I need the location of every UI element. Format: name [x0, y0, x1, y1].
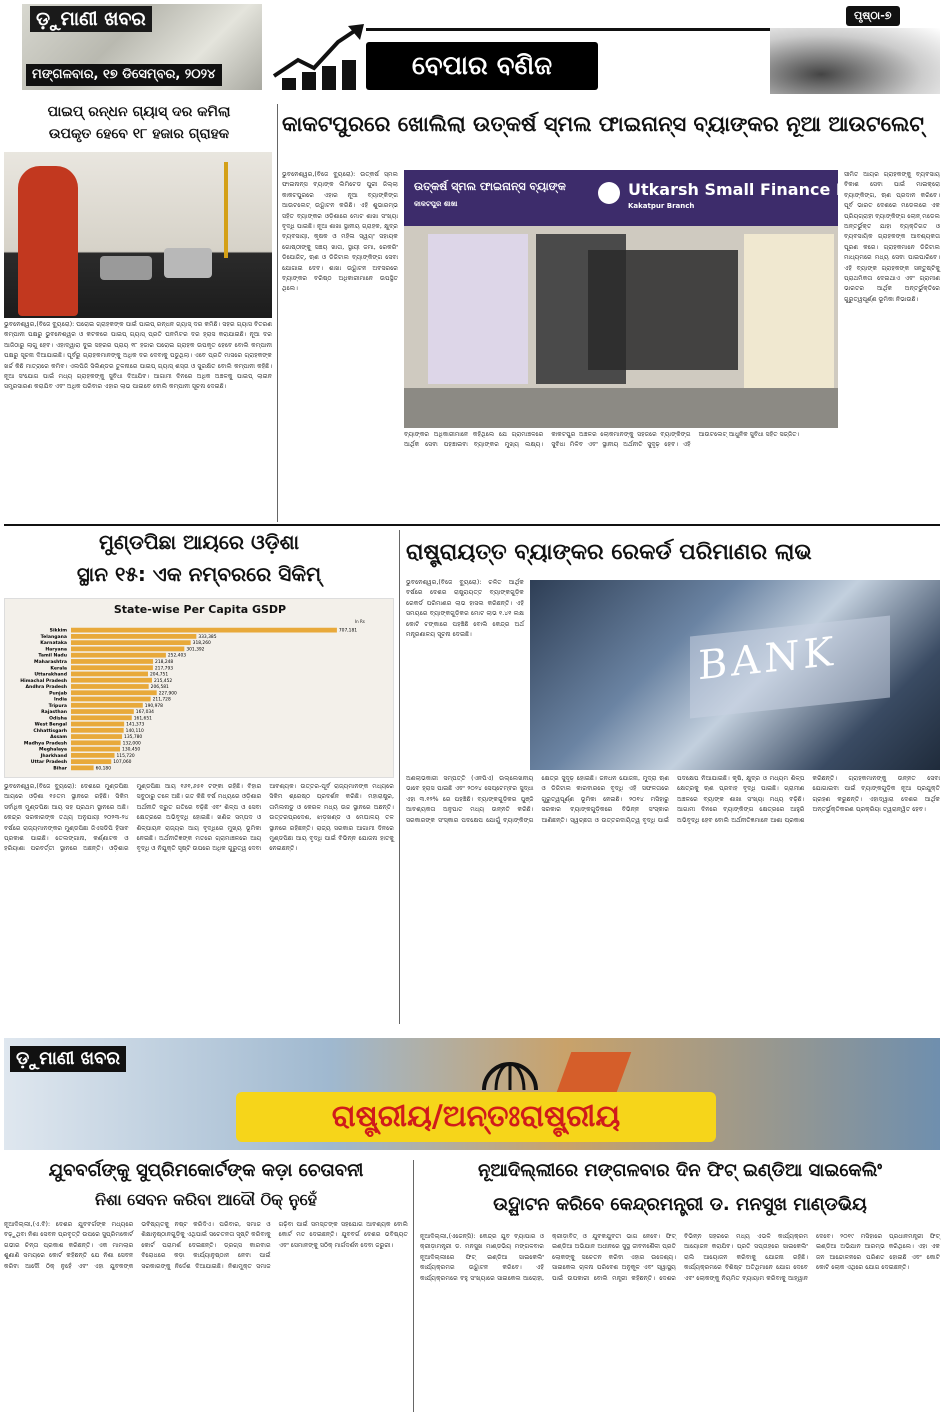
masthead-date: ମଙ୍ଗଳବାର, ୧୭ ଡିସେମ୍ବର, ୨୦୨୪ — [26, 64, 222, 86]
chart-category-label: Karnataka — [40, 641, 67, 647]
sign-english: Utkarsh Small Finance Ban — [628, 180, 871, 199]
chart-value-label: 107,060 — [113, 760, 132, 766]
masthead — [0, 0, 945, 100]
chart-bar — [71, 734, 122, 739]
chart-bar — [71, 628, 337, 633]
chart-category-label: Bihar — [53, 766, 67, 772]
chart-value-label: 141,373 — [126, 722, 145, 728]
section-title: ବେପାର ବଣିଜ — [366, 42, 598, 90]
chart-bar — [71, 765, 94, 770]
chart-value-label: 190,978 — [144, 703, 163, 709]
chart-value-label: 215,452 — [154, 678, 173, 684]
chart-value-label: 217,793 — [154, 666, 174, 672]
chart-bar — [71, 640, 191, 645]
chart-value-label: 130,450 — [122, 747, 141, 753]
chart-bar — [71, 684, 149, 689]
utkarsh-body-right: ସୀମିତ ଆୟର ଗ୍ରାହକଙ୍କୁ ବ୍ୟବସାୟ ବିକାଶ ସେବା ପାଇଁ ମାଇକ୍ରୋ ବ୍ୟାଙ୍କିଙ୍ଗ, ଋଣ ପ୍ରଦାନ କରିବେ। ପୂର୍ବ ଭାରତ ଦେଶରେ ମଡେଲରେ ଏକ ପ୍ରିୟଗ୍ରାହୀ ବ୍ୟାଙ୍କିଙ୍ଗ ଲୋନ୍ ମଡେଲ ଅନ୍ତର୍ଭୁକ୍ତ ଯାହା ବ୍ୟକ୍ତିଗତ ଓ ବ୍ୟବସାୟିକ ଗ୍ରାହକଙ୍କ ଆବଶ୍ୟକତା ପୂରଣ କରେ। ଗ୍ରାହକମାନେ ଡିଜିଟାଲ ମାଧ୍ୟମରେ ମଧ୍ୟ ସେବା ପାଇପାରିବେ। ଏହି ବ୍ୟାଙ୍କ ଗ୍ରାହକଙ୍କ ସନ୍ତୁଷ୍ଟିକୁ ପ୍ରାଥମିକତା ଦେଇଥାଏ ଏବଂ ଗ୍ରାମୀଣ ଭାରତର ଆର୍ଥିକ ଅନ୍ତର୍ଭୁକ୍ତିରେ ଗୁରୁତ୍ୱପୂର୍ଣ୍ଣ ଭୂମିକା ନିଭାଉଛି। — [844, 171, 940, 303]
court-body: ନୂଆଦିଲ୍ଲୀ,(ଏ.ବି): ଦେଶର ଯୁବବର୍ଗଙ୍କ ମଧ୍ୟରେ ବଢ଼ୁଥିବା ନିଶା ସେବନ ପ୍ରବୃତ୍ତି ଉପରେ ସୁପ୍ରିମକୋର୍ଟ ଗଭୀର ଚିନ୍ତା ପ୍ରକାଶ କରିଛନ୍ତି। ଏକ ମାମଲାର ଶୁଣାଣି ସମୟରେ କୋର୍ଟ କହିଛନ୍ତି ଯେ ନିଶା ସେବନ କରିବା ଆଦୌ ଠିକ୍ ନୁହେଁ ଏବଂ ଏହା ଯୁବକଙ୍କ ଭବିଷ୍ୟତକୁ ନଷ୍ଟ କରିଦିଏ। ପରିବାର, ସମାଜ ଓ ଶିକ୍ଷାନୁଷ୍ଠାନଗୁଡ଼ିକୁ ଏଥିପାଇଁ ସଚେତନତା ସୃଷ୍ଟି କରିବାକୁ କୋର୍ଟ ପରାମର୍ଶ ଦେଇଛନ୍ତି। ଡ୍ରଗ୍ସ କାରବାର ବିରୋଧରେ କଡ଼ା କାର୍ଯ୍ୟାନୁଷ୍ଠାନ ନେବା ପାଇଁ ସରକାରଙ୍କୁ ନିର୍ଦ୍ଦେଶ ଦିଆଯାଇଛି। ନିଶାମୁକ୍ତ ସମାଜ ଗଢ଼ିବା ପାଇଁ ସମସ୍ତଙ୍କ ସହଯୋଗ ଆବଶ୍ୟକ ବୋଲି କୋର୍ଟ ମତ ଦେଇଛନ୍ତି। ଯୁବବର୍ଗ ଦେଶର ଭବିଷ୍ୟତ ଏବଂ ସେମାନଙ୍କୁ ସଠିକ୍ ମାର୍ଗଦର୍ଶନ ଦେବା ଜରୁରୀ। — [4, 1221, 408, 1270]
gsdp-body: ଭୁବନେଶ୍ୱର,(ବିଜେ ବ୍ୟୁରୋ): ଦେଶରେ ମୁଣ୍ଡପିଛା ଆୟରେ ଓଡ଼ିଶା ୧୫ତମ ସ୍ଥାନରେ ରହିଛି। ସିକିମ ସର୍ବାଧିକ ମୁଣ୍ଡପିଛା ଆୟ ସହ ପ୍ରଥମ ସ୍ଥାନରେ ଅଛି। କେନ୍ଦ୍ର ସରକାରଙ୍କ ତଥ୍ୟ ଅନୁଯାୟୀ ୨୦୨୩-୨୪ ବର୍ଷରେ ରାଜ୍ୟମାନଙ୍କର ମୁଣ୍ଡପିଛା ଜିଏସଡିପି ହିସାବ ପ୍ରକାଶ ପାଇଛି। ତେଲଙ୍ଗାନା, କର୍ଣ୍ଣାଟକ ଓ ହରିୟାଣା ପରବର୍ତ୍ତୀ ସ୍ଥାନରେ ଅଛନ୍ତି। ଓଡ଼ିଶାର ମୁଣ୍ଡପିଛା ଆୟ ୧୬୧,୬୫୧ ଟଙ୍କା ରହିଛି। ବିହାର ସବୁଠାରୁ ତଳେ ଅଛି। ଗତ କିଛି ବର୍ଷ ମଧ୍ୟରେ ଓଡ଼ିଶାର ଅର୍ଥନୀତି ଦ୍ରୁତ ଗତିରେ ବଢ଼ିଛି ଏବଂ ଶିଳ୍ପ ଓ ସେବା କ୍ଷେତ୍ରରେ ଅଭିବୃଦ୍ଧି ହୋଇଛି। ଖଣିଜ ସମ୍ପଦ ଓ ଶିଳ୍ପାୟନ ରାଜ୍ୟର ଆୟ ବୃଦ୍ଧିରେ ମୁଖ୍ୟ ଭୂମିକା ନେଇଛି। ଅର୍ଥନୀତିଜ୍ଞଙ୍କ ମତରେ ଗ୍ରାମାଞ୍ଚଳରେ ଆୟ ବୃଦ୍ଧି ଓ ନିଯୁକ୍ତି ସୃଷ୍ଟି ଉପରେ ଅଧିକ ଗୁରୁତ୍ୱ ଦେବା ଆବଶ୍ୟକ। ଉତ୍ତର-ପୂର୍ବ ରାଜ୍ୟମାନଙ୍କ ମଧ୍ୟରେ ସିକିମ ଶ୍ରେଷ୍ଠ ପ୍ରଦର୍ଶନ କରିଛି। ମହାରାଷ୍ଟ୍ର, ତାମିଲନାଡୁ ଓ କେରଳ ମଧ୍ୟ ଉଚ୍ଚ ସ୍ଥାନରେ ଅଛନ୍ତି। ଉତ୍ତରପ୍ରଦେଶ, ଝାଡ଼ଖଣ୍ଡ ଓ ମେଘାଳୟ ତଳ ସ୍ଥାନରେ ରହିଛନ୍ତି। ରାଜ୍ୟ ସରକାର ଆଗାମୀ ଦିନରେ ମୁଣ୍ଡପିଛା ଆୟ ବୃଦ୍ଧି ପାଇଁ ବିଭିନ୍ନ ଯୋଜନା ହାତକୁ ନେଇଛନ୍ତି। — [4, 783, 394, 853]
chart-category-label: Assam — [50, 735, 67, 741]
chart-bar — [71, 634, 196, 639]
chart-category-label: Punjab — [49, 691, 67, 697]
chart-value-label: 707,181 — [338, 628, 358, 634]
column-rule — [277, 104, 278, 522]
growth-chart-icon — [268, 20, 368, 92]
chart-value-label: 206,581 — [150, 685, 169, 691]
sign-odia: ଉତ୍କର୍ଷ ସ୍ମଲ ଫାଇନାନ୍ସ ବ୍ୟାଙ୍କ — [414, 180, 566, 193]
chart-bar — [71, 697, 151, 702]
chart-title: State-wise Per Capita GSDP — [113, 603, 287, 616]
chart-bar — [71, 678, 152, 683]
chart-category-label: Himachal Pradesh — [20, 678, 67, 684]
national-section-title: ରାଷ୍ଟ୍ରୀୟ/ଅନ୍ତଃରାଷ୍ଟ୍ରୀୟ — [236, 1092, 716, 1142]
flag-shape — [557, 1052, 632, 1092]
chart-value-label: 252,403 — [167, 653, 187, 659]
chart-category-label: Uttar Pradesh — [30, 760, 67, 766]
court-headline-line1: ଯୁବବର୍ଗଙ୍କୁ ସୁପ୍ରିମକୋର୍ଟଙ୍କ କଡ଼ା ଚେତାବନୀ — [48, 1160, 364, 1181]
chart-plot — [5, 621, 393, 777]
chart-bar — [71, 722, 124, 727]
chart-category-label: Andhra Pradesh — [25, 685, 67, 691]
bank-sign: BANK — [698, 628, 838, 690]
utkarsh-body-mid: ବ୍ୟାଙ୍କର ଅଧିକାରୀମାନେ କହିଥିଲେ ଯେ ଗ୍ରାମାଞ୍ଚଳରେ ଆର୍ଥିକ ସେବା ପହଞ୍ଚାଇବା ବ୍ୟାଙ୍କର ମୁଖ୍ୟ ଲକ୍ଷ୍ୟ। କାକଟପୁର ଅଞ୍ଚଳର ଲୋକମାନଙ୍କୁ ସହଜରେ ବ୍ୟାଙ୍କିଙ୍ଗ ସୁବିଧା ମିଳିବ ଏବଂ ସ୍ଥାନୀୟ ଅର୍ଥନୀତି ସୁଦୃଢ଼ ହେବ। ଏହି ଆଉଟଲେଟ୍ ଆଧୁନିକ ସୁବିଧା ସହିତ ସଜ୍ଜିତ। — [404, 431, 800, 449]
kitchen-gas-photo — [4, 152, 272, 318]
globe-icon — [480, 1046, 540, 1090]
cycling-headline-line1: ନୂଆଦିଲ୍ଲୀରେ ମଙ୍ଗଳବାର ଦିନ ଫିଟ୍ ଇଣ୍ଡିଆ ସାଇକେଲିଂ — [478, 1160, 882, 1181]
chart-value-label: 211,728 — [152, 697, 171, 703]
chart-category-label: Rajasthan — [41, 710, 67, 716]
chart-value-label: 301,392 — [186, 647, 205, 653]
gsdp-chart — [4, 598, 394, 778]
chart-category-label: Tripura — [48, 703, 67, 709]
chart-bar — [71, 715, 132, 720]
cycling-headline-line2: ଉଦ୍ଘାଟନ କରିବେ କେନ୍ଦ୍ରମନ୍ତ୍ରୀ ଡ. ମନସୁଖ ମାଣ୍ଡଭିୟ — [493, 1194, 867, 1215]
chart-category-label: Sikkim — [49, 628, 67, 634]
chart-bar — [71, 703, 143, 708]
cycling-body: ନୂଆଦିଲ୍ଲୀ,(ଏଜେନ୍ସି): କେନ୍ଦ୍ର ଯୁବ ବ୍ୟାପାର ଓ କ୍ରୀଡ଼ାମନ୍ତ୍ରୀ ଡ. ମନସୁଖ ମାଣ୍ଡଭିୟ ମଙ୍ଗଳବାର ନୂଆଦିଲ୍ଲୀରେ ଫିଟ୍ ଇଣ୍ଡିଆ ସାଇକେଲିଂ କାର୍ଯ୍ୟକ୍ରମର ଉଦ୍ଘାଟନ କରିବେ। ଏହି କାର୍ଯ୍ୟକ୍ରମରେ ବହୁ ସଂଖ୍ୟାରେ ସାଇକେଲ ଆରୋହୀ, କ୍ରୀଡ଼ାବିତ୍ ଓ ଯୁବକଯୁବତୀ ଭାଗ ନେବେ। ଫିଟ୍ ଇଣ୍ଡିଆ ଅଭିଯାନ ଅଧୀନରେ ସୁସ୍ଥ ଜୀବନଶୈଳୀ ପ୍ରତି ଲୋକଙ୍କୁ ସଚେତନ କରିବା ଏହାର ଉଦ୍ଦେଶ୍ୟ। ସାଇକେଲ ଚାଳନା ପରିବେଶ ଅନୁକୂଳ ଏବଂ ସ୍ୱାସ୍ଥ୍ୟ ପାଇଁ ଉପକାରୀ ବୋଲି ମନ୍ତ୍ରୀ କହିଛନ୍ତି। ଦେଶର ବିଭିନ୍ନ ସହରରେ ମଧ୍ୟ ଏଭଳି କାର୍ଯ୍ୟକ୍ରମ ଆୟୋଜନ କରାଯିବ। ପ୍ରତି ସପ୍ତାହରେ ସାଇକେଲିଂ ରାଲି ଆୟୋଜନ କରିବାକୁ ଯୋଜନା ରହିଛି। କାର୍ଯ୍ୟକ୍ରମରେ ବିଶିଷ୍ଟ ଅତିଥିମାନେ ଯୋଗ ଦେବେ ଏବଂ ଲୋକଙ୍କୁ ନିୟମିତ ବ୍ୟାୟାମ କରିବାକୁ ଆହ୍ୱାନ ଦେବେ। ୨୦୧୯ ମସିହାରେ ପ୍ରଧାନମନ୍ତ୍ରୀ ଫିଟ୍ ଇଣ୍ଡିଆ ଅଭିଯାନ ଆରମ୍ଭ କରିଥିଲେ। ଏହା ଏକ ଜନ ଆନ୍ଦୋଳନରେ ପରିଣତ ହୋଇଛି ଏବଂ କୋଟି କୋଟି ଲୋକ ଏଥିରେ ଯୋଗ ଦେଇଛନ୍ତି। — [420, 1233, 940, 1282]
sign-branch-english: Kakatpur Branch — [628, 202, 695, 210]
coins-photo — [770, 28, 940, 94]
chart-category-label: India — [54, 697, 67, 703]
bank-building-photo — [530, 580, 940, 770]
utkarsh-body-left: ଭୁବନେଶ୍ୱର,(ବିଜେ ବ୍ୟୁରୋ): ଉତ୍କର୍ଷ ସ୍ମଲ ଫାଇନାନ୍ସ ବ୍ୟାଙ୍କ ଲିମିଟେଡ ପୁରୀ ଜିଲ୍ଲା କାକଟପୁରରେ ଏହାର ନୂଆ ବ୍ୟାଙ୍କିଙ୍ଗ ଆଉଟଲେଟ୍ ଉଦ୍ଘାଟନ କରିଛି। ଏହି ଶୁଭାରମ୍ଭ ସହିତ ବ୍ୟାଙ୍କର ଓଡ଼ିଶାରେ ମୋଟ ଶାଖା ସଂଖ୍ୟା ବୃଦ୍ଧି ପାଇଛି। ନୂଆ ଶାଖା ସ୍ଥାନୀୟ ଗ୍ରାହକ, କ୍ଷୁଦ୍ର ବ୍ୟବସାୟୀ, କୃଷକ ଓ ମହିଳା ସ୍ୱୟଂ ସହାୟକ ଗୋଷ୍ଠୀଙ୍କୁ ସଞ୍ଚୟ ଖାତା, ସ୍ଥାୟୀ ଜମା, ରେକରିଂ ଡିପୋଜିଟ୍, ଋଣ ଓ ଡିଜିଟାଲ ବ୍ୟାଙ୍କିଙ୍ଗ ସେବା ଯୋଗାଇ ଦେବ। ଶାଖା ଉଦ୍ଘାଟନ ଅବସରରେ ବ୍ୟାଙ୍କର ବରିଷ୍ଠ ଅଧିକାରୀମାନେ ଉପସ୍ଥିତ ଥିଲେ। — [282, 171, 398, 293]
chart-value-label: 60,180 — [95, 766, 112, 772]
banner-paper-name: ଡ଼ୁମାଣୀ ଖବର — [10, 1046, 126, 1072]
chart-category-label: Odisha — [49, 716, 67, 722]
chart-bar — [71, 672, 148, 677]
chart-bar — [71, 753, 115, 758]
column-rule-2 — [399, 530, 400, 1024]
chart-value-label: 218,248 — [155, 660, 174, 665]
chart-category-label: West Bengal — [34, 722, 67, 728]
gas-headline-line2: ଉପକୃତ ହେବେ ୧୮ ହଜାର ଗ୍ରାହକ — [48, 126, 230, 142]
chart-category-label: Madhya Pradesh — [23, 741, 67, 747]
chart-value-label: 132,000 — [122, 741, 141, 747]
chart-bar — [71, 665, 153, 670]
chart-category-label: Haryana — [45, 647, 67, 653]
chart-value-label: 161,651 — [133, 716, 152, 722]
chart-bar — [71, 647, 184, 652]
chart-value-label: 115,720 — [116, 753, 135, 759]
chart-unit: In Rs — [355, 619, 365, 624]
chart-category-label: Chhattisgarh — [33, 728, 67, 734]
chart-bar — [71, 728, 124, 733]
chart-value-label: 204,751 — [149, 672, 169, 678]
chart-category-label: Jharkhand — [40, 753, 67, 759]
column-rule-3 — [413, 1160, 414, 1412]
gsdp-headline-line2: ସ୍ଥାନ ୧୫: ଏକ ନମ୍ବରରେ ସିକିମ୍ — [76, 562, 322, 586]
chart-value-label: 318,260 — [192, 641, 211, 647]
chart-bar — [71, 653, 166, 658]
chart-value-label: 333,385 — [198, 634, 217, 640]
chart-bar — [71, 759, 111, 764]
chart-value-label: 227,900 — [158, 691, 177, 697]
chart-category-label: Uttarakhand — [34, 672, 67, 678]
rbi-headline: ରାଷ୍ଟ୍ରାୟତ୍ତ ବ୍ୟାଙ୍କର ରେକର୍ଡ ପରିମାଣର ଲାଭ — [406, 540, 812, 565]
gsdp-headline-line1: ମୁଣ୍ଡପିଛା ଆୟରେ ଓଡ଼ିଶା — [98, 530, 300, 554]
chart-bar — [71, 709, 134, 714]
chart-category-label: Meghalaya — [39, 747, 67, 753]
bank-branch-photo — [404, 170, 871, 428]
chart-category-label: Tamil Nadu — [38, 653, 67, 659]
chart-bar — [71, 747, 120, 752]
gas-headline-line1: ପାଇପ୍ ରନ୍ଧନ ଗ୍ୟାସ୍ ଦର କମିଲା — [47, 104, 231, 120]
chart-category-label: Kerala — [50, 666, 67, 672]
chart-value-label: 135,780 — [124, 735, 143, 741]
gas-body: ଭୁବନେଶ୍ୱର,(ବିଜେ ବ୍ୟୁରୋ): ଘରୋଇ ଗ୍ରାହକଙ୍କ ପାଇଁ ପାଇପ୍ ରନ୍ଧନ ଗ୍ୟାସ୍ ଦର କମିଛି। ସହର ଗ୍ୟାସ ବିତରଣ କମ୍ପାନୀ ପକ୍ଷରୁ ଭୁବନେଶ୍ୱର ଓ କଟକରେ ପାଇପ୍ ଗ୍ୟାସ୍ ପ୍ରତି ଘନମିଟର ଦର ହ୍ରାସ କରାଯାଇଛି। ନୂଆ ଦର ଆଜିଠାରୁ ଲାଗୁ ହେବ। ଏହାଦ୍ୱାରା ଦୁଇ ସହରର ପ୍ରାୟ ୧୮ ହଜାର ଘରୋଇ ଗ୍ରାହକ ଉପକୃତ ହେବେ ବୋଲି କମ୍ପାନୀ ପକ୍ଷରୁ ସୂଚନା ଦିଆଯାଇଛି। ପୂର୍ବରୁ ଗ୍ରାହକମାନଙ୍କୁ ଅଧିକ ଦର ଦେବାକୁ ପଡୁଥିଲା। ଏବେ ପ୍ରତି ମାସରେ ଗ୍ରାହକଙ୍କ ଖର୍ଚ୍ଚ କିଛି ମାତ୍ରାରେ କମିବ। ଏଲପିଜି ସିଲିଣ୍ଡର ତୁଳନାରେ ପାଇପ୍ ଗ୍ୟାସ୍ ଶସ୍ତା ଓ ସୁରକ୍ଷିତ ବୋଲି କମ୍ପାନୀ କହିଛି। ନୂଆ ସଂଯୋଗ ପାଇଁ ମଧ୍ୟ ଗ୍ରାହକଙ୍କୁ ସୁବିଧା ଦିଆଯିବ। ଆଗାମୀ ଦିନରେ ଅଧିକ ଅଞ୍ଚଳକୁ ପାଇପ୍ ଲାଇନ ସମ୍ପ୍ରସାରଣ କରାଯିବ ଏବଂ ଅଧିକ ପରିବାର ଏହାର ଲାଭ ପାଇବେ ବୋଲି କମ୍ପାନୀ ସୂଚନା ଦେଇଛି। — [4, 321, 272, 391]
national-banner — [4, 1038, 940, 1150]
page-number: ପୃଷ୍ଠା-୭ — [846, 6, 900, 26]
chart-bar — [71, 740, 121, 745]
section-rule — [4, 524, 940, 526]
bank-logo-icon — [598, 182, 620, 204]
chart-bar — [71, 659, 153, 664]
court-headline-line2: ନିଶା ସେବନ କରିବା ଆଦୌ ଠିକ୍ ନୁହେଁ — [95, 1190, 317, 1209]
utkarsh-headline: କାକଟପୁରରେ ଖୋଲିଲା ଉତ୍କର୍ଷ ସ୍ମଲ ଫାଇନାନ୍ସ ବ୍ୟାଙ୍କର ନୂଆ ଆଉଟଲେଟ୍ — [282, 112, 924, 136]
rbi-body-left: ଭୁବନେଶ୍ୱର,(ବିଜେ ବ୍ୟୁରୋ): ଚଳିତ ଆର୍ଥିକ ବର୍ଷରେ ଦେଶର ରାଷ୍ଟ୍ରାୟତ୍ତ ବ୍ୟାଙ୍କଗୁଡ଼ିକ ରେକର୍ଡ ପରିମାଣର ଲାଭ ହାସଲ କରିଛନ୍ତି। ଏହି ସମୟରେ ବ୍ୟାଙ୍କଗୁଡ଼ିକର ମୋଟ ଲାଭ ୧.୪୧ ଲକ୍ଷ କୋଟି ଟଙ୍କାରେ ପହଞ୍ଚିଛି ବୋଲି କେନ୍ଦ୍ର ଅର୍ଥ ମନ୍ତ୍ରଣାଳୟ ସୂଚନା ଦେଇଛି। — [406, 579, 524, 639]
chart-value-label: 140,110 — [125, 728, 144, 734]
chart-category-label: Maharashtra — [34, 660, 67, 665]
chart-value-label: 167,034 — [135, 710, 154, 716]
sign-branch-odia: କାକଟପୁର ଶାଖା — [414, 200, 458, 208]
masthead-paper-name: ଡ଼ୁମାଣୀ ଖବର — [30, 6, 152, 32]
rbi-body-rest: ଅଣଲାଭକାରୀ ସମ୍ପତ୍ତି (ଏନପିଏ) ଉଲ୍ଲେଖନୀୟ ଭାବେ ହ୍ରାସ ପାଇଛି ଏବଂ ୨୦୨୪ ସେପ୍ଟେମ୍ବର ସୁଦ୍ଧା ଏହା ୩.୧୨% ରେ ପହଞ୍ଚିଛି। ବ୍ୟାଙ୍କଗୁଡ଼ିକର ପୁଞ୍ଜି ଆବଶ୍ୟକତା ଅନୁପାତ ମଧ୍ୟ ଉନ୍ନତି କରିଛି। ସରକାରଙ୍କ ସଂସ୍କାର ପଦକ୍ଷେପ ଯୋଗୁଁ ବ୍ୟାଙ୍କିଙ୍ଗ କ୍ଷେତ୍ର ସୁଦୃଢ଼ ହୋଇଛି। ଜନଧନ ଯୋଜନା, ମୁଦ୍ରା ଋଣ ଓ ଡିଜିଟାଲ କାରବାରରେ ବୃଦ୍ଧି ଏହି ସଫଳତାରେ ଗୁରୁତ୍ୱପୂର୍ଣ୍ଣ ଭୂମିକା ନେଇଛି। ୨୦୧୪ ମସିହାରୁ ସରକାର ବ୍ୟାଙ୍କଗୁଡ଼ିକରେ ବିଭିନ୍ନ ସଂସ୍କାର ଆଣିଛନ୍ତି। ସ୍ୱଚ୍ଛତା ଓ ଉତ୍ତରଦାୟିତ୍ୱ ବୃଦ୍ଧି ପାଇଁ ପଦକ୍ଷେପ ନିଆଯାଇଛି। କୃଷି, କ୍ଷୁଦ୍ର ଓ ମଧ୍ୟମ ଶିଳ୍ପ କ୍ଷେତ୍ରକୁ ଋଣ ପ୍ରବାହ ବୃଦ୍ଧି ପାଇଛି। ଗ୍ରାମୀଣ ଅଞ୍ଚଳରେ ବ୍ୟାଙ୍କ ଶାଖା ସଂଖ୍ୟା ମଧ୍ୟ ବଢ଼ିଛି। ଆଗାମୀ ଦିନରେ ବ୍ୟାଙ୍କିଙ୍ଗ କ୍ଷେତ୍ରରେ ଆହୁରି ଅଭିବୃଦ୍ଧି ହେବ ବୋଲି ଅର୍ଥନୀତିଜ୍ଞମାନେ ଆଶା ପ୍ରକାଶ କରିଛନ୍ତି। ଗ୍ରାହକମାନଙ୍କୁ ଉନ୍ନତ ସେବା ଯୋଗାଇବା ପାଇଁ ବ୍ୟାଙ୍କଗୁଡ଼ିକ ନୂଆ ପ୍ରଯୁକ୍ତି ଗ୍ରହଣ କରୁଛନ୍ତି। ଏହାଦ୍ୱାରା ଦେଶର ଆର୍ଥିକ ଅନ୍ତର୍ଭୁକ୍ତିକରଣ ପ୍ରକ୍ରିୟା ତ୍ୱରାନ୍ୱିତ ହେବ। — [406, 775, 940, 824]
chart-category-label: Telangana — [40, 634, 67, 640]
chart-bar — [71, 690, 157, 695]
